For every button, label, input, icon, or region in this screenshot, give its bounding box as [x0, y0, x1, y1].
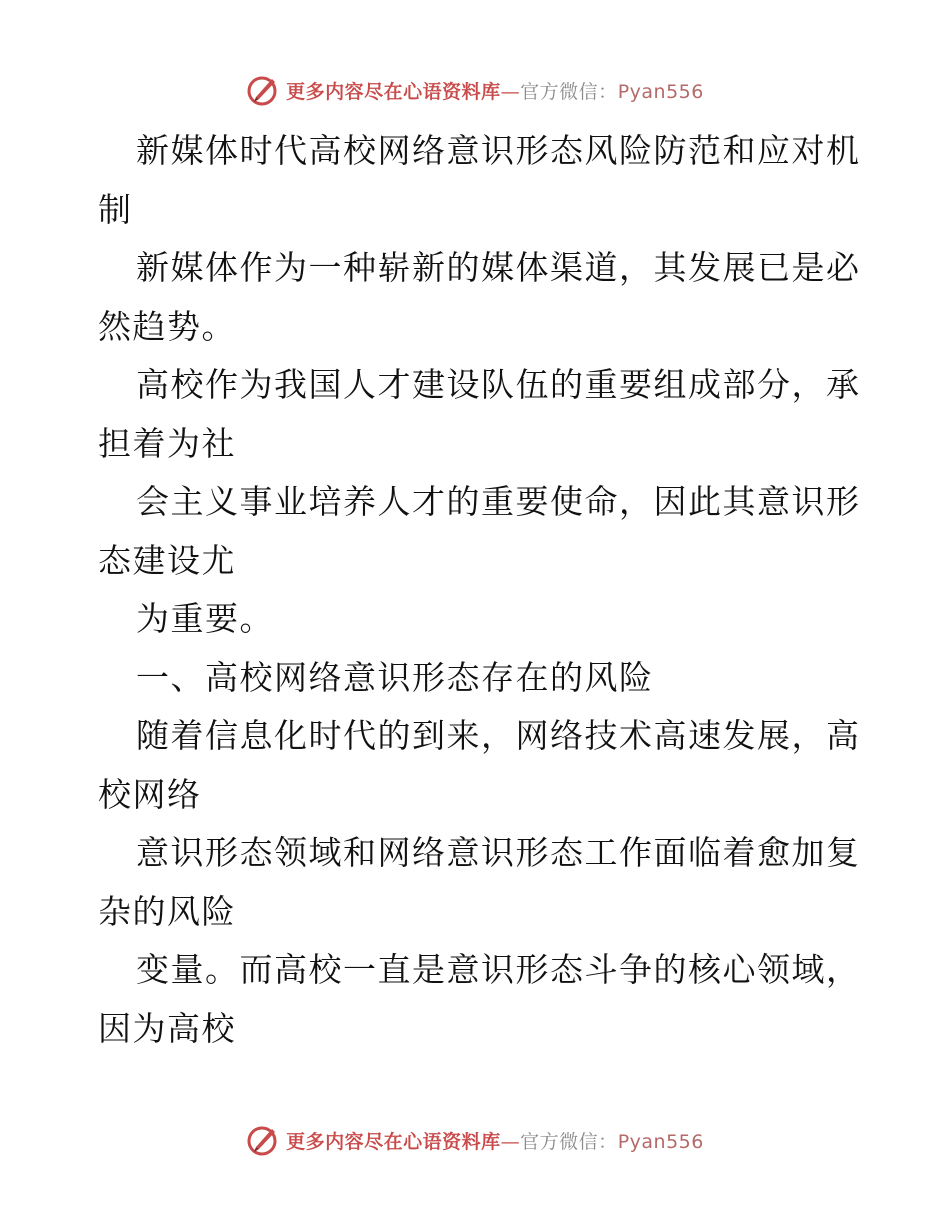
document-body [98, 122, 878, 1058]
watermark-brand: 更多内容尽在心语资料库 [286, 1130, 501, 1153]
watermark-dash: — [500, 1130, 521, 1153]
section-heading: 一、高校网络意识形态存在的风险 [136, 657, 654, 697]
paragraph-line: 因为高校 [98, 1008, 236, 1048]
paragraph-line: 高校作为我国人才建设队伍的重要组成部分，承 [136, 365, 861, 404]
watermark-dash: — [500, 80, 521, 103]
paragraph-line: 会主义事业培养人才的重要使命，因此其意识形 [136, 482, 861, 521]
paragraph-line: 意识形态领域和网络意识形态工作面临着愈加复 [136, 833, 861, 872]
watermark-text [286, 77, 704, 104]
paragraph-line: 新媒体作为一种崭新的媒体渠道，其发展已是必 [136, 248, 861, 287]
paragraph-line: 态建设尤 [98, 540, 236, 580]
watermark-label: 官方微信： [520, 1130, 618, 1153]
document-title-line: 新媒体时代高校网络意识形态风险防范和应对机 [136, 131, 861, 170]
document-title-line: 制 [98, 189, 133, 229]
paragraph-line: 随着信息化时代的到来，网络技术高速发展，高 [136, 716, 861, 755]
paragraph-line: 变量。而高校一直是意识形态斗争的核心领域， [136, 950, 861, 989]
watermark-text [286, 1127, 704, 1154]
quill-pen-circle-icon [246, 1123, 280, 1157]
paragraph-line: 然趋势。 [98, 306, 236, 346]
watermark-wechat-id: Pyan556 [617, 80, 704, 103]
paragraph-line: 杂的风险 [98, 891, 236, 931]
watermark-wechat-id: Pyan556 [617, 1130, 704, 1153]
watermark-label: 官方微信： [520, 80, 618, 103]
footer-watermark [0, 1120, 950, 1160]
paragraph-line: 担着为社 [98, 423, 236, 463]
paragraph-line: 为重要。 [136, 599, 274, 638]
quill-pen-circle-icon [246, 73, 280, 107]
paragraph-line: 校网络 [98, 774, 202, 814]
header-watermark [0, 70, 950, 110]
watermark-brand: 更多内容尽在心语资料库 [286, 80, 501, 103]
